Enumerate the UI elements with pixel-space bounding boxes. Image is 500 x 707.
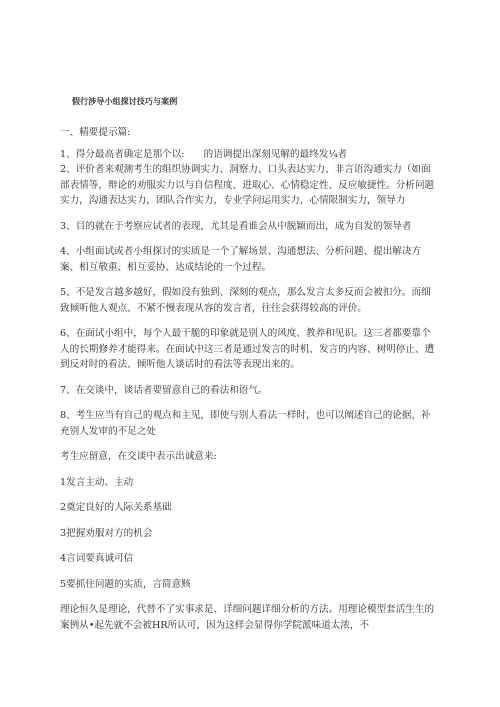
- point-3: 3把握劝服对方的机会: [60, 527, 153, 539]
- paragraph-5: 5、不是发言越多越好，假如没有独到、深刻的观点，那么发言太多反而会被扣分。而细致倾听他人观点、不紧不慢表现从容的发言者，往往会获得较高的评价。: [60, 287, 431, 314]
- point-4: 4言词要真诚可信: [60, 553, 134, 564]
- paragraph-3: 3、目的就在于考察应试者的表现，尤其是看谁会从中脱颖而出，成为自发的领导者: [60, 220, 412, 232]
- paragraph-7: 7、在交谈中，谈话者要留意自己的看法和语气。: [60, 384, 268, 396]
- sub-heading: 考生应留意，在交谈中表示出诚意来:: [60, 451, 217, 462]
- point-2: 2奠定良好的人际关系基础: [60, 502, 172, 513]
- paragraph-4: 4、小组面试或者小组探讨的实质是一个了解场景、沟通想法、分析问题、提出解决方案、相互敬重、相互妥协、达成结论的一个过程。: [60, 246, 422, 273]
- document-body: [60, 125, 440, 633]
- point-1: 1发言主动、主动: [60, 476, 134, 488]
- closing-paragraph: 理论恒久是理论，代替不了实事求是、详细问题详细分析的方法。用理论模型套活生生的案例从•起先就不会被HR所认可，因为这样会显得你学院派味道太浓，不: [60, 604, 435, 631]
- paragraph-1: 1、得分最高者确定是那个以: 的语调提出深刻见解的最终发¼者: [60, 148, 348, 160]
- document-title: 假行涉导小组探讨技巧与案例: [72, 97, 178, 106]
- point-5: 5要抓住问题的实质，言简意赅: [60, 578, 191, 590]
- paragraph-6: 6、在面试小组中，每个人最干脆的印象就是别人的风度、教养和见识。这三者都要靠个人的长期修养才能得来。在面试中这三者是通过发言的时机、发言的内容、树明停止、遭到反对时的看法、倾听他人谈话时的看法等表现出来的。: [60, 328, 435, 370]
- section-heading: 一、精要提示篇:: [60, 127, 131, 138]
- paragraph-2: 2、评价者来观测考生的组织协调实力、洞察力、口头表达实力、非言语沟通实力（如面部表情等，辩论的劝服实力以与自信程度、进取心、心情稳定性、反应敏捷性。分析问题实力，沟通表达实力，团队合作实力，专业学问运用实力，心情限制实力，领导力: [60, 164, 435, 206]
- paragraph-8: 8、考生应当有自己的观点和主见，即使与别人看法一样时，也可以阐述自己的论据，补充别人发审的不足之处: [60, 410, 431, 437]
